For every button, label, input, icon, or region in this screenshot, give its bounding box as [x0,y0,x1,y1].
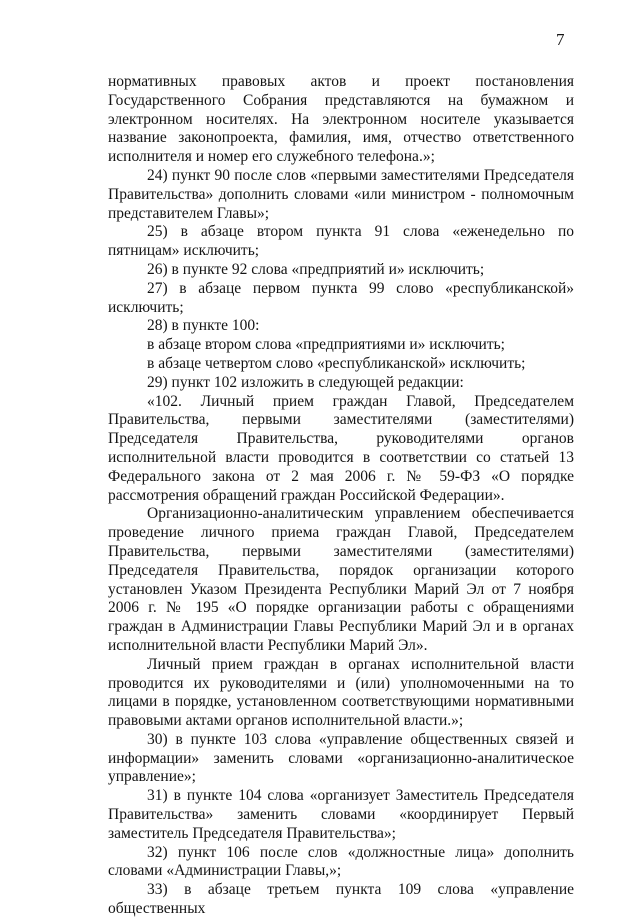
paragraph-item-29: 29) пункт 102 изложить в следующей редакции: [147,373,464,391]
paragraph-quoted-102-part-2: Организационно-аналитическим управлением обеспечивается проведение личного приема граждан Главой, Председателем Правительства, первыми заместителями (заместителями) Председателя Правительства, порядок организации которого установлен Указом Президента Республики Марий Эл от 7 ноября 2006 г. № 195 «О порядке организации работы с обращениями граждан в Администрации Главы Республики Марий Эл и в органах исполнительной власти Республики Марий Эл». [108,505,574,654]
paragraph-item-31: 31) в пункте 104 слова «организует Заместитель Председателя Правительства» заменить словами «координирует Первый заместитель Председателя Правительства»; [108,787,574,842]
paragraph-quoted-102-part-3: Личный прием граждан в органах исполнительной власти проводится их руководителями и (или) уполномоченными на то лицами в порядке, установленном соответствующими нормативными правовыми актами органов исполнительной власти.»; [108,655,574,730]
paragraph-item-28-subitem-1: в абзаце втором слова «предприятиями и» исключить; [147,336,505,354]
paragraph-quoted-102: «102. Личный прием граждан Главой, Председателем Правительства, первыми заместителями (заместителями) Председателя Правительства, руководителями органов исполнительной власти проводится в соответствии со статьей 13 Федерального закона от 2 мая 2006 г. № 59-ФЗ «О порядке рассмотрения обращений граждан Российской Федерации». [108,392,574,504]
paragraph-continuation: нормативных правовых актов и проект постановления Государственного Собрания представляются на бумажном и электронном носителях. На электронном носителе указывается название законопроекта, фамилия, имя, отчество ответственного исполнителя и номер его служебного телефона.»; [108,73,574,166]
paragraph-item-30: 30) в пункте 103 слова «управление общественных связей и информации» заменить словами «организационно-аналитическое управление»; [108,730,574,786]
paragraph-item-27: 27) в абзаце первом пункта 99 слово «республиканской» исключить; [108,279,574,316]
paragraph-item-24: 24) пункт 90 после слов «первыми заместителями Председателя Правительства» дополнить словами «или министром - полномочным представителем Главы»; [108,166,574,222]
paragraph-item-33: 33) в абзаце третьем пункта 109 слова «управление общественных [108,881,574,918]
paragraph-item-28-subitem-2: в абзаце четвертом слово «республиканской» исключить; [147,354,526,372]
paragraph-item-32: 32) пункт 106 после слов «должностные лица» дополнить словами «Администрации Главы,»; [108,843,574,880]
paragraph-item-26: 26) в пункте 92 слова «предприятий и» исключить; [147,260,485,278]
document-body [108,73,574,919]
paragraph-item-28: 28) в пункте 100: [147,317,260,335]
paragraph-item-25: 25) в абзаце втором пункта 91 слова «еженедельно по пятницам» исключить; [108,223,574,260]
page-number: 7 [556,30,565,49]
